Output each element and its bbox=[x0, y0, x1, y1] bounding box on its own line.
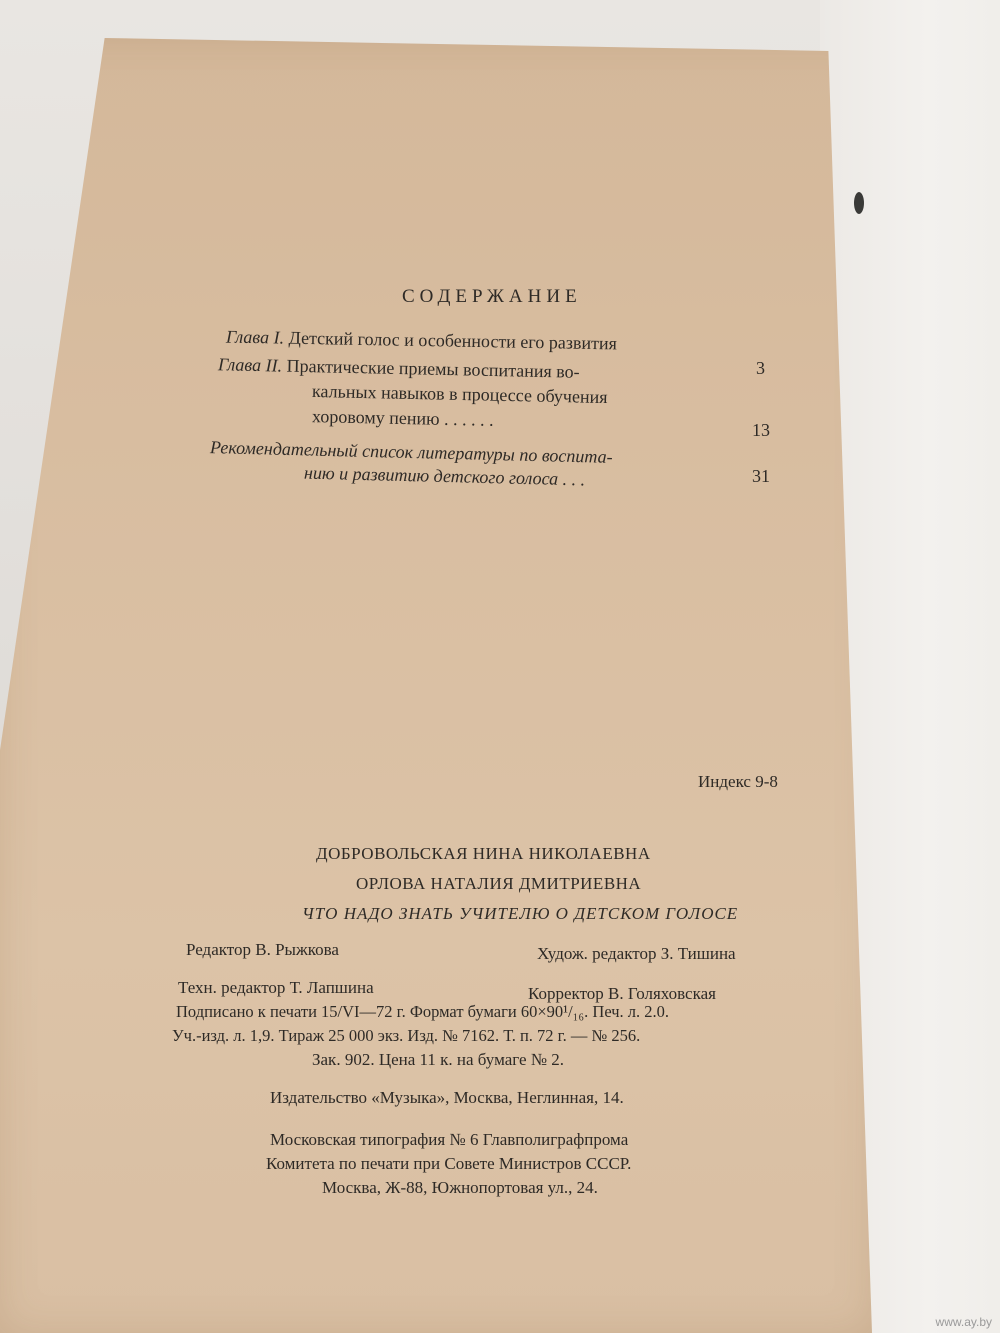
toc-item-3-line-2: нию и развитию детского голоса . . . bbox=[303, 462, 586, 490]
index-code: Индекс 9-8 bbox=[698, 772, 778, 791]
printer-line-3: Москва, Ж-88, Южнопортовая ул., 24. bbox=[322, 1178, 598, 1197]
toc-item-1-numeral: I. bbox=[273, 327, 285, 348]
publisher: Издательство «Музыка», Москва, Неглинная, 14. bbox=[270, 1088, 624, 1107]
binding-hole bbox=[854, 192, 864, 214]
toc-item-2-title-line-2: кальных навыков в процессе обучения bbox=[311, 380, 608, 408]
toc-heading: СОДЕРЖАНИЕ bbox=[402, 286, 582, 307]
toc-item-1-page: 3 bbox=[756, 358, 765, 378]
art-editor: Худож. редактор З. Тишина bbox=[537, 944, 736, 963]
editor: Редактор В. Рыжкова bbox=[186, 940, 339, 959]
signed-to-print: Подписано к печати 15/VI—72 г. Формат бумаги 60×90¹/₁₆. Печ. л. 2.0. bbox=[176, 1002, 670, 1021]
print-stats: Уч.-изд. л. 1,9. Тираж 25 000 экз. Изд. № 7162. Т. п. 72 г. — № 256. bbox=[172, 1026, 641, 1045]
tech-editor: Техн. редактор Т. Лапшина bbox=[178, 978, 374, 997]
author-2: ОРЛОВА НАТАЛИЯ ДМИТРИЕВНА bbox=[356, 874, 642, 893]
proofreader: Корректор В. Голяховская bbox=[528, 984, 716, 1003]
author-1: ДОБРОВОЛЬСКАЯ НИНА НИКОЛАЕВНА bbox=[316, 844, 651, 863]
toc-item-2-title-line-3: хоровому пению . . . . . . bbox=[311, 406, 494, 430]
toc-item-2-numeral: II. bbox=[265, 355, 283, 376]
printer-line-2: Комитета по печати при Совете Министров СССР. bbox=[266, 1154, 632, 1173]
printer-line-1: Московская типография № 6 Главполиграфпрома bbox=[270, 1130, 629, 1149]
book-title: ЧТО НАДО ЗНАТЬ УЧИТЕЛЮ О ДЕТСКОМ ГОЛОСЕ bbox=[302, 904, 739, 923]
order-price: Зак. 902. Цена 11 к. на бумаге № 2. bbox=[312, 1050, 565, 1069]
toc-item-3-page: 31 bbox=[752, 466, 770, 486]
toc-item-1-label: Глава bbox=[225, 326, 270, 348]
toc-item-2-title-line-1: Практические приемы воспитания во- bbox=[286, 355, 580, 382]
toc-item-2-label: Глава bbox=[217, 354, 262, 376]
toc-item-2-page: 13 bbox=[752, 420, 770, 440]
toc-item-1-title: Детский голос и особенности его развития bbox=[288, 327, 618, 354]
watermark: www.ay.by bbox=[935, 1315, 992, 1329]
toc-item-3-line-1: Рекомендательный список литературы по воспита- bbox=[209, 437, 613, 467]
